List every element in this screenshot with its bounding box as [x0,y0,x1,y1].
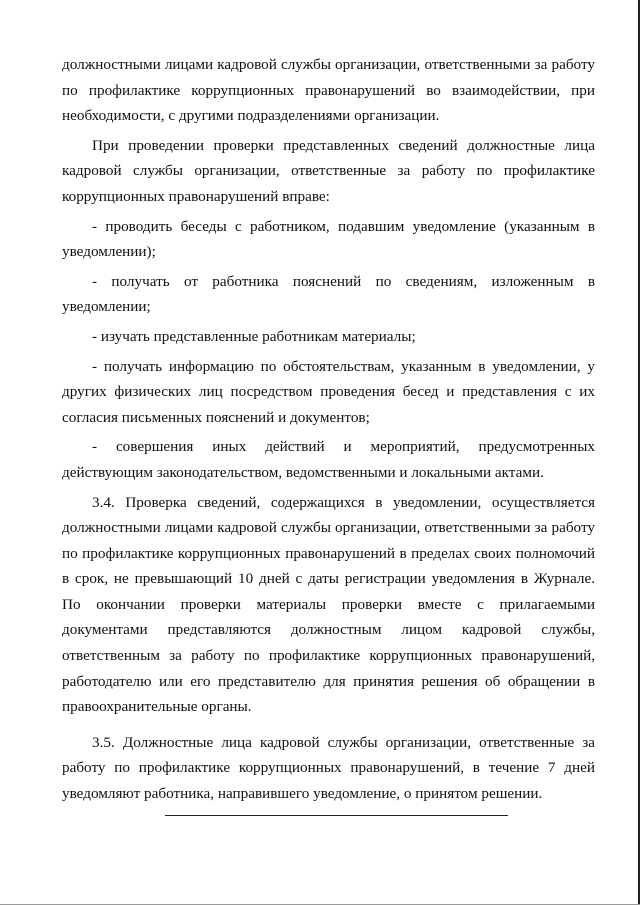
list-item-study-materials: - изучать представленные работникам материалы; [92,327,416,345]
list-item-other-actions: - совершения иных действий и мероприятий, предусмотренных действующим законодательством, ведомственными и локальными актами. [62,438,595,481]
paragraph-3-4: 3.4. Проверка сведений, содержащихся в уведомлении, осуществляется должностными лицами кадровой службы организации, ответственными за работу по профилактике коррупционных правонарушений в пределах своих полномочий в срок, не превышающий 10 дней с даты регистрации уведомления в Журнале. По окончании проверки материалы проверки вместе с прилагаемыми документами представляются должностным лицом кадровой службы, ответственным за работу по профилактике коррупционных правонарушений, работодателю или его представителю для принятия решения об обращении в правоохранительные органы. [62,493,595,716]
paragraph-continuation: должностными лицами кадровой службы организации, ответственными за работу по профилактике коррупционных правонарушений во взаимодействии, при необходимости, с другими подразделениями организации. [62,56,595,125]
document-body [62,52,595,807]
end-separator-line [165,815,508,816]
list-item-obtain-explanations: - получать от работника пояснений по сведениям, изложенным в уведомлении; [62,272,595,316]
list-item-obtain-information: - получать информацию по обстоятельствам, указанным в уведомлении, у других физических лиц посредством проведения бесед и представления с их согласия письменных пояснений и документов; [62,357,595,426]
paragraph-3-5: 3.5. Должностные лица кадровой службы организации, ответственные за работу по профилактике коррупционных правонарушений, в течение 7 дней уведомляют работника, направившего уведомление, о принятом решении. [62,733,595,803]
list-item-conduct-interviews: - проводить беседы с работником, подавшим уведомление (указанным в уведомлении); [62,217,595,261]
paragraph-verification-rights: При проведении проверки представленных сведений должностные лица кадровой службы организации, ответственные за работу по профилактике коррупционных правонарушений вправе: [62,136,595,205]
